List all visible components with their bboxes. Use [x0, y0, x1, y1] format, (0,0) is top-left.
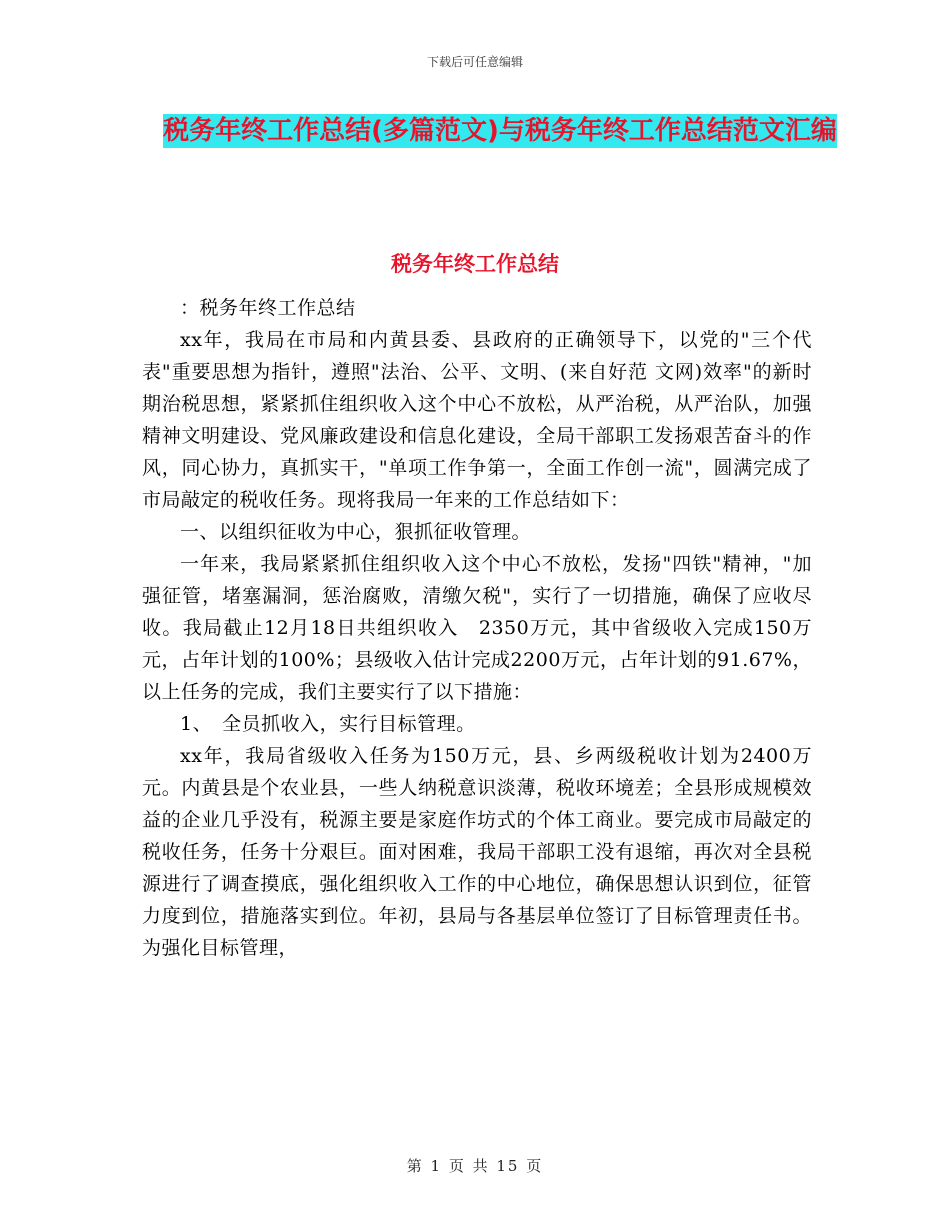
document-title-text: 税务年终工作总结(多篇范文)与税务年终工作总结范文汇编	[163, 116, 837, 146]
section-title: 税务年终工作总结	[391, 252, 559, 276]
paragraph: xx年，我局省级收入任务为150万元，县、乡两级税收计划为2400万元。内黄县是个农业县，一些人纳税意识淡薄，税收环境差；全县形成规模效益的企业几乎没有，税源主要是家庭作坊式的个体工商业。要完成市局敲定的税收任务，任务十分艰巨。面对困难，我局干部职工没有退缩，再次对全县税源进行了调查摸底，强化组织收入工作的中心地位，确保思想认识到位，征管力度到位，措施落实到位。年初，县局与各基层单位签订了目标管理责任书。为强化目标管理，	[142, 745, 812, 959]
header-note: 下载后可任意编辑	[426, 55, 523, 69]
paragraph: ：税务年终工作总结	[180, 297, 356, 319]
paragraph: 1、 全员抓收入，实行目标管理。	[180, 713, 476, 735]
body-text	[142, 292, 812, 964]
document-title	[140, 108, 860, 154]
paragraph: 一、以组织征收为中心，狠抓征收管理。	[180, 521, 532, 543]
paragraph: xx年，我局在市局和内黄县委、县政府的正确领导下，以党的"三个代表"重要思想为指针，遵照"法治、公平、文明、(来自好范 文网)效率"的新时期治税思想，紧紧抓住组织收入这个中心不放松，从严治税，从严治队，加强精神文明建设、党风廉政建设和信息化建设，全局干部职工发扬艰苦奋斗的作风，同心协力，真抓实干，"单项工作争第一，全面工作创一流"，圆满完成了市局敲定的税收任务。现将我局一年来的工作总结如下：	[142, 329, 812, 511]
paragraph: 一年来，我局紧紧抓住组织收入这个中心不放松，发扬"四铁"精神，"加强征管，堵塞漏洞，惩治腐败，清缴欠税"，实行了一切措施，确保了应收尽收。我局截止12月18日共组织收入 2350万元，其中省级收入完成150万元，占年计划的100%；县级收入估计完成2200万元，占年计划的91.67%，以上任务的完成，我们主要实行了以下措施：	[142, 553, 812, 703]
page-footer: 第 1 页 共 15 页	[406, 1157, 544, 1175]
